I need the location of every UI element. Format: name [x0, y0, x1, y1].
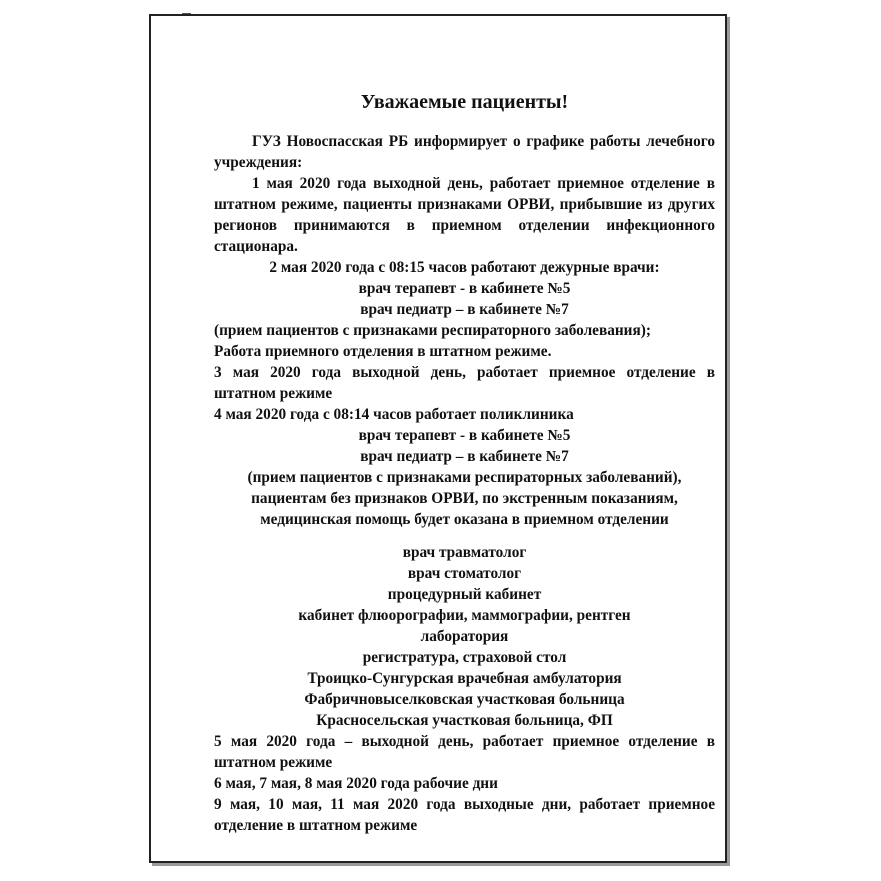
intro-paragraph: ГУЗ Новоспасская РБ информирует о графике работы лечебного учреждения: [214, 133, 715, 171]
may5-paragraph: 5 мая 2020 года – выходной день, работает приемное отделение в штатном режиме [214, 733, 715, 771]
services-list [214, 542, 715, 731]
service-item: лаборатория [420, 628, 509, 645]
may4-note-line: пациентам без признаков ОРВИ, по экстренным показаниям, [251, 490, 678, 507]
notice-title: Уважаемые пациенты! [360, 91, 569, 113]
service-item: процедурный кабинет [387, 586, 542, 603]
may2-note: (прием пациентов с признаками респираторного заболевания); [214, 322, 651, 339]
may4-note-line: медицинская помощь будет оказана в приемном отделении [260, 511, 669, 528]
may4-note-line: (прием пациентов с признаками респираторных заболеваний), [247, 469, 682, 486]
may4-doctor-therapist: врач терапевт - в кабинете №5 [358, 427, 571, 444]
service-item: Фабричновыселковская участковая больница [304, 691, 625, 708]
service-item: Красносельская участковая больница, ФП [316, 712, 613, 729]
may4-header: 4 мая 2020 года с 08:14 часов работает поликлиника [214, 406, 574, 423]
may3-paragraph: 3 мая 2020 года выходной день, работает приемное отделение в штатном режиме [214, 364, 715, 402]
service-item: регистратура, страховой стол [362, 649, 567, 666]
may9-11-paragraph: 9 мая, 10 мая, 11 мая 2020 года выходные дни, работает приемное отделение в штатном режиме [214, 796, 715, 834]
may2-header: 2 мая 2020 года с 08:15 часов работают дежурные врачи: [269, 259, 660, 276]
service-item: кабинет флюорографии, маммографии, рентген [298, 607, 631, 624]
may6-8-paragraph: 6 мая, 7 мая, 8 мая 2020 года рабочие дни [214, 775, 498, 792]
may2-doctor-pediatrician: врач педиатр – в кабинете №7 [360, 301, 569, 318]
notice-body [214, 88, 715, 836]
may4-doctor-pediatrician: врач педиатр – в кабинете №7 [360, 448, 569, 465]
may1-paragraph: 1 мая 2020 года выходной день, работает приемное отделение в штатном режиме, пациенты признаками ОРВИ, прибывшие из других регионов принимаются в приемном отделении инфекционного стационара. [214, 175, 715, 255]
service-item: Троицко-Сунгурская врачебная амбулатория [307, 670, 622, 687]
may2-doctor-therapist: врач терапевт - в кабинете №5 [358, 280, 571, 297]
service-item: врач травматолог [402, 544, 527, 561]
service-item: врач стоматолог [407, 565, 522, 582]
may2-admission: Работа приемного отделения в штатном режиме. [214, 343, 552, 360]
